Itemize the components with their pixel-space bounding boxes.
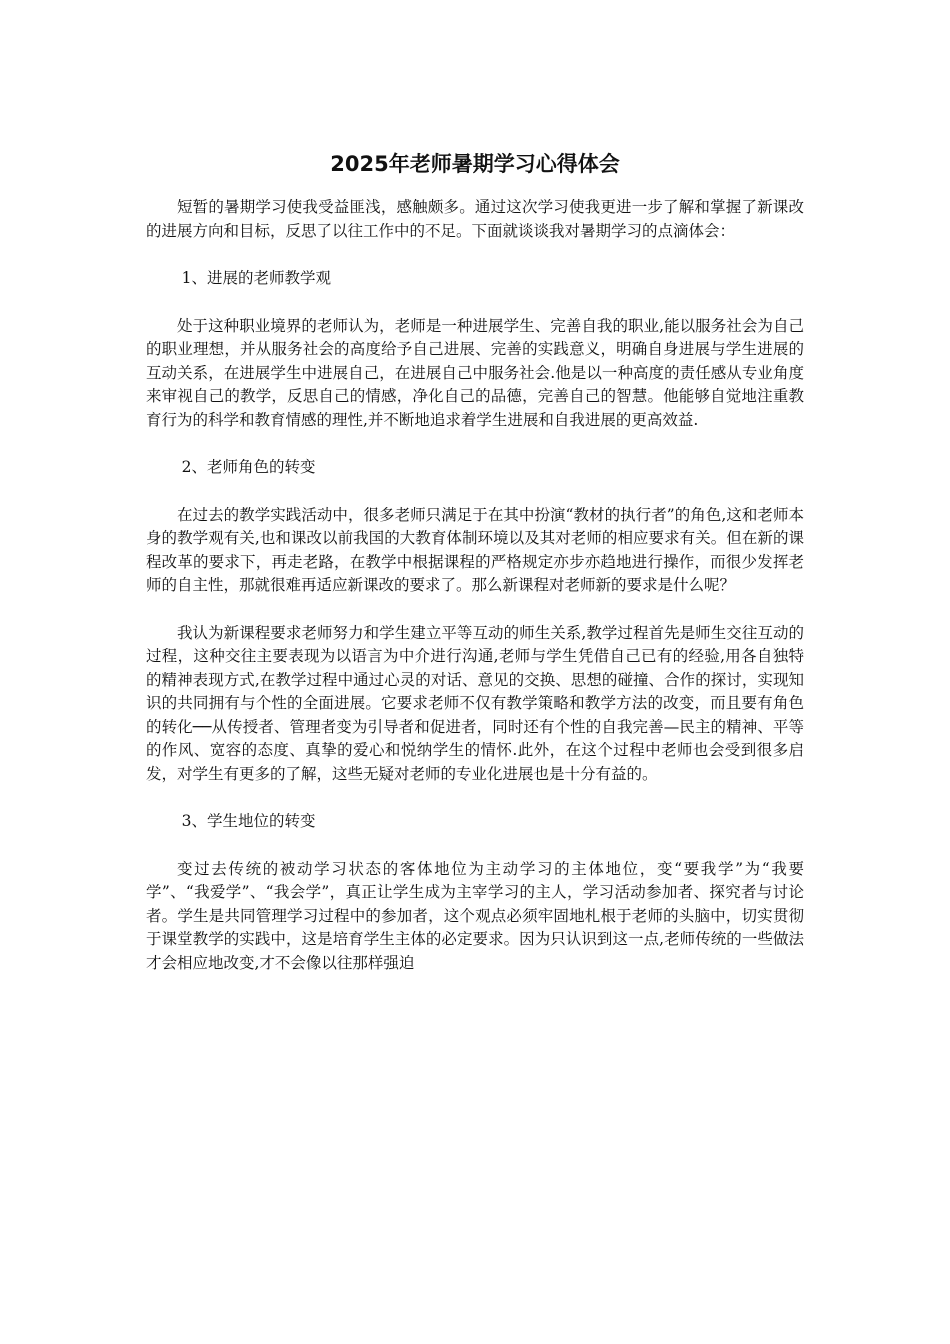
section-heading-2: 2、老师角色的转变 [181,458,316,476]
section-heading-3: 3、学生地位的转变 [181,812,316,830]
section-3-paragraph-1: 变过去传统的被动学习状态的客体地位为主动学习的主体地位，变“要我学”为“我要学”、“我爱学”、“我会学”，真正让学生成为主宰学习的主人，学习活动参加者、探究者与讨论者。学生是共同管理学习过程中的参加者，这个观点必须牢固地札根于老师的头脑中，切实贯彻于课堂教学的实践中，这是培育学生主体的必定要求。因为只认识到这一点,老师传统的一些做法才会相应地改变,才不会像以往那样强迫 [146,859,804,972]
section-2-paragraph-2: 我认为新课程要求老师努力和学生建立平等互动的师生关系,教学过程首先是师生交往互动的过程，这种交往主要表现为以语言为中介进行沟通,老师与学生凭借自己已有的经验,用各自独特的精神表现方式,在教学过程中通过心灵的对话、意见的交换、思想的碰撞、合作的探讨，实现知识的共同拥有与个性的全面进展。它要求老师不仅有教学策略和教学方法的改变，而且要有角色的转化──从传授者、管理者变为引导者和促进者，同时还有个性的自我完善—民主的精神、平等的作风、宽容的态度、真挚的爱心和悦纳学生的情怀.此外，在这个过程中老师也会受到很多启发，对学生有更多的了解，这些无疑对老师的专业化进展也是十分有益的。 [146,623,804,783]
document-body [146,196,804,975]
section-2-paragraph-1: 在过去的教学实践活动中，很多老师只满足于在其中扮演“教材的执行者”的角色,这和老师本身的教学观有关,也和课改以前我国的大教育体制环境以及其对老师的相应要求有关。但在新的课程改革的要求下，再走老路，在教学中根据课程的严格规定亦步亦趋地进行操作，而很少发挥老师的自主性，那就很难再适应新课改的要求了。那么新课程对老师新的要求是什么呢？ [146,505,804,594]
section-1-paragraph-1: 处于这种职业境界的老师认为，老师是一种进展学生、完善自我的职业,能以服务社会为自己的职业理想，并从服务社会的高度给予自己进展、完善的实践意义，明确自身进展与学生进展的互动关系，在进展学生中进展自己，在进展自己中服务社会.他是以一种高度的责任感从专业角度来审视自己的教学，反思自己的情感，净化自己的品德，完善自己的智慧。他能够自觉地注重教育行为的科学和教育情感的理性,并不断地追求着学生进展和自我进展的更高效益. [146,316,804,429]
document-title: 2025年老师暑期学习心得体会 [330,152,620,177]
section-heading-1: 1、进展的老师教学观 [181,269,332,287]
intro-paragraph: 短暂的暑期学习使我受益匪浅，感触颇多。通过这次学习使我更进一步了解和掌握了新课改的进展方向和目标，反思了以往工作中的不足。下面就谈谈我对暑期学习的点滴体会： [146,198,804,240]
